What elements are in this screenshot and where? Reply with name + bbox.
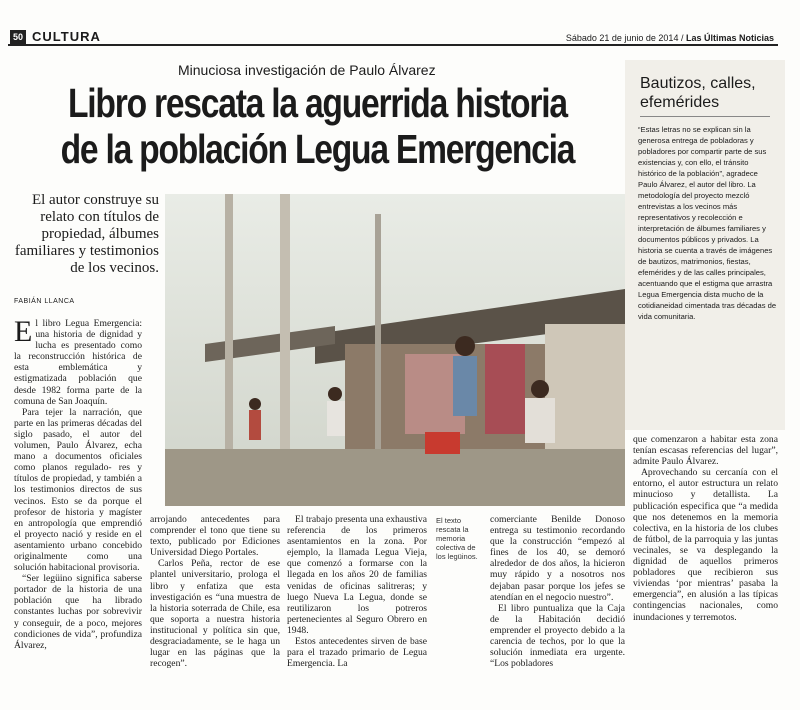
sidebar-body: “Estas letras no se explican sin la generosa entrega de pobladoras y pobladores por compartir parte de sus existencias y, con ello, el tránsito histórico de la población”, agradece Paulo Álvarez, el autor del libro. La metodología del proyecto mezcló entrevistas a los vecinos más representativos y recolección e interpretación de álbumes familiares y documentos públicos y privados. La historia se cuenta a través de imágenes de bautizos, matrimonios, fiestas, efemérides y de las calles principales, acentuando que el estigma que arrastra Legua Emergencia dista mucho de la cotidianeidad cimentada tras décadas de vida comunitaria. bbox=[638, 125, 777, 321]
kicker: Minuciosa investigación de Paulo Álvarez bbox=[178, 62, 436, 78]
headline-line-2: de la población Legua Emergencia bbox=[60, 126, 575, 172]
page-number-badge: 50 bbox=[10, 30, 26, 44]
sidebar-title: Bautizos, calles, efemérides bbox=[640, 75, 756, 111]
paragraph: El libro Legua Emergencia: una historia de dignidad y lucha es presentado como la reconstrucción histórica de esta emblemática y estigmatizada población que desde 1982 forma parte de la comuna de San Joaquín. bbox=[14, 315, 142, 407]
paragraph: El trabajo presenta una exhaustiva referencia de los primeros asentamientos en la zona. Por ejemplo, la llamada Legua Vieja, que comenzó a formarse con la llegada en los años 20 de familias venidas de oficinas salitreras; y luego Nueva La Legua, donde se reutilizaron los potreros pertenecientes al Seguro Obrero en 1948. bbox=[287, 514, 427, 636]
paragraph: comerciante Benilde Donoso entrega su testimonio recordando que la construcción “empezó al fines de los 40, se demoró alrededor de dos años, la hicieron muy rápido y a nosotros nos dejaban pasar porque los jefes se atendían en el negocio nuestro”. bbox=[490, 514, 625, 603]
column-4 bbox=[490, 514, 625, 669]
paragraph: Estos antecedentes sirven de base para el trazado primario de Legua Emergencia. La bbox=[287, 636, 427, 670]
paragraph: Aprovechando su cercanía con el entorno, el autor estructura un relato minucioso y detallista. La publicación especifica que “a medida que nos detenemos en la memoria colectiva, en la historia de los clubes de fútbol, de la parroquia y las juntas vecinales, se va desplegando la dignidad de aquellos primeros pobladores que recibieron sus viviendas ‘por mientras’ pasaba la emergencia”, en alusión a las típicas contingencias nacionales, como inundaciones y terremotos. bbox=[633, 467, 778, 623]
headline bbox=[14, 80, 621, 172]
photo-caption: El texto rescata la memoria colectiva de los legüinos. bbox=[436, 516, 478, 561]
newspaper-name: Las Últimas Noticias bbox=[685, 33, 774, 43]
byline: FABIÁN LLANCA bbox=[14, 298, 75, 305]
street-scene-illustration bbox=[165, 194, 625, 506]
publication-date: Sábado 21 de junio de 2014 / bbox=[565, 33, 684, 43]
sidebar-divider bbox=[640, 116, 770, 117]
column-1 bbox=[14, 315, 142, 651]
column-5 bbox=[633, 434, 778, 623]
paragraph: “Ser legüino significa saberse portador de la historia de una población que ha librado constantes luchas por sobrevivir y conseguir, de a poco, mejores condiciones de vida”, profundiza Álvarez, bbox=[14, 573, 142, 651]
column-2 bbox=[150, 514, 280, 669]
section-label: CULTURA bbox=[32, 29, 101, 44]
column-3 bbox=[287, 514, 427, 669]
paragraph: arrojando antecedentes para comprender el tono que tiene su texto, publicado por Ediciones Universidad Diego Portales. bbox=[150, 514, 280, 559]
drop-cap: E bbox=[14, 315, 33, 348]
paragraph: Carlos Peña, rector de ese plantel universitario, prologa el libro y enfatiza que esta investigación es “una muestra de la historia soterrada de Chile, esa que soporta a nuestra historia institucional y política sin que, desgraciadamente, se le haga un lugar en las páginas que la recogen”. bbox=[150, 558, 280, 670]
paragraph: Para tejer la narración, que parte en las primeras décadas del siglo pasado, el autor del volumen, Paulo Álvarez, echa mano a documentos oficiales como planos regulado- res y títulos de propiedad, y también a los testimonios directos de sus vecinos. Esto se da porque el profesor de historia y magíster en antropología que emprendió el proyecto nació y reside en el asentamiento urbano concebido originalmente como una solución habitacional provisoria. bbox=[14, 406, 142, 574]
paragraph: que comenzaron a habitar esta zona tenían escasas referencias del lugar”, admite Paulo Álvarez. bbox=[633, 434, 778, 468]
dateline bbox=[566, 33, 774, 43]
article-photo bbox=[165, 194, 625, 506]
paragraph: El libro puntualiza que la Caja de la Habitación decidió emprender el proyecto debido a la carencia de techos, por lo que la solución inmediata era urgente. “Los pobladores bbox=[490, 602, 625, 670]
headline-line-1: Libro rescata la aguerrida historia bbox=[67, 80, 567, 126]
deck: El autor construye su relato con títulos de propiedad, álbumes familiares y testimonios de los vecinos. bbox=[14, 192, 159, 276]
